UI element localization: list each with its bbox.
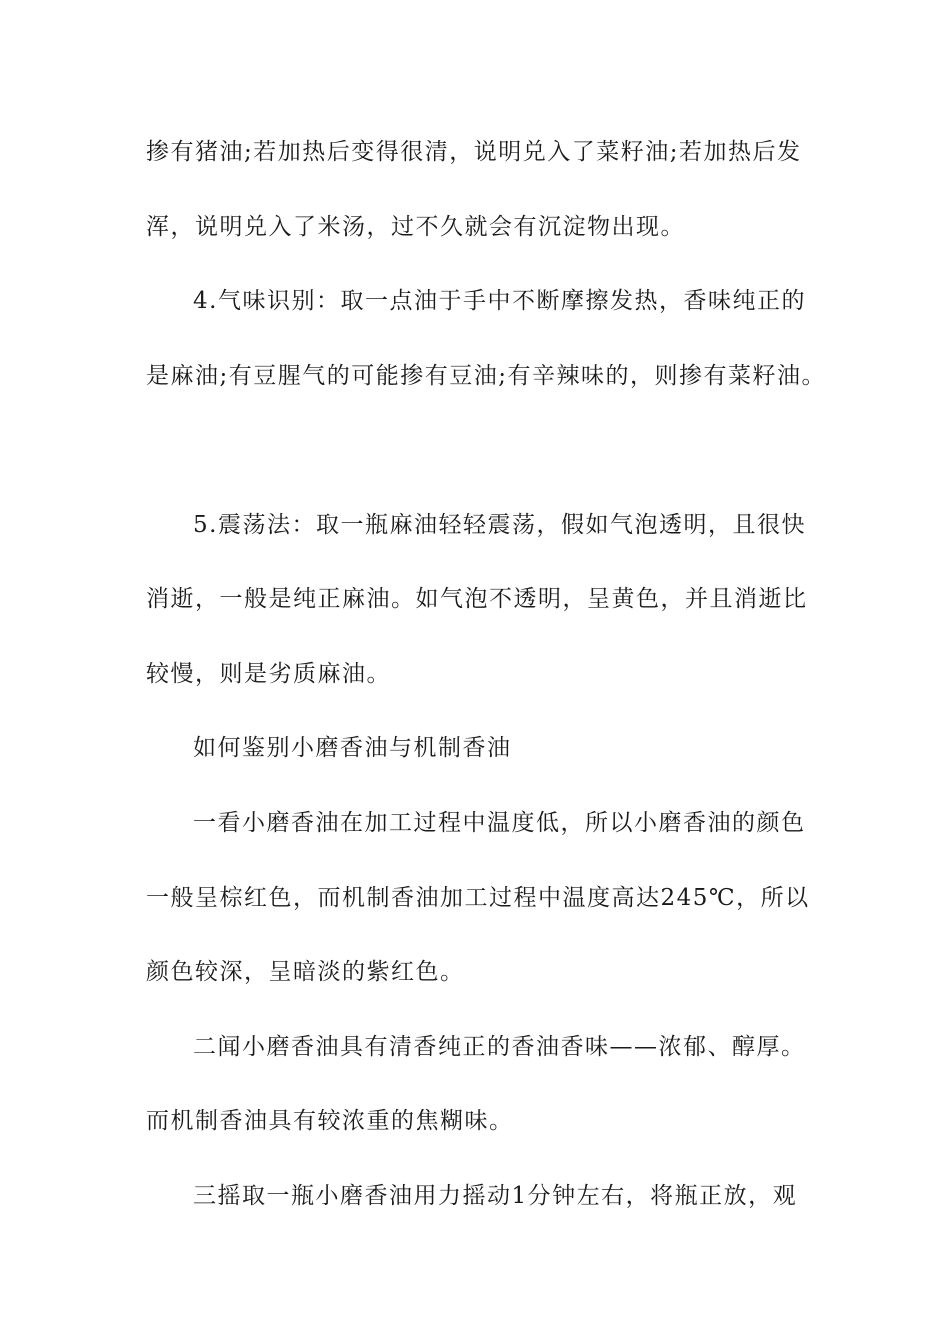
section-heading: 如何鉴别小磨香油与机制香油 (193, 735, 512, 761)
paragraph-line: 消逝，一般是纯正麻油。如气泡不透明，呈黄色，并且消逝比 (146, 586, 808, 612)
paragraph-line: 一看小磨香油在加工过程中温度低，所以小磨香油的颜色 (193, 810, 806, 836)
paragraph-line: 较慢，则是劣质麻油。 (146, 661, 391, 687)
paragraph-line: 5.震荡法：取一瓶麻油轻轻震荡，假如气泡透明，且很快 (193, 512, 806, 538)
paragraph-line: 颜色较深，呈暗淡的紫红色。 (146, 959, 465, 985)
paragraph-line: 二闻小磨香油具有清香纯正的香油香味——浓郁、醇厚。 (193, 1034, 806, 1060)
paragraph-line: 三摇取一瓶小磨香油用力摇动1分钟左右，将瓶正放，观 (193, 1183, 798, 1209)
paragraph-line: 4.气味识别：取一点油于手中不断摩擦发热，香味纯正的 (193, 288, 806, 314)
paragraph-line: 掺有猪油;若加热后变得很清，说明兑入了菜籽油;若加热后发 (146, 139, 802, 165)
paragraph-line: 一般呈棕红色，而机制香油加工过程中温度高达245℃，所以 (146, 885, 810, 911)
paragraph-line: 浑，说明兑入了米汤，过不久就会有沉淀物出现。 (146, 214, 685, 240)
paragraph-line: 是麻油;有豆腥气的可能掺有豆油;有辛辣味的，则掺有菜籽油。 (146, 363, 826, 389)
paragraph-line: 而机制香油具有较浓重的焦糊味。 (146, 1108, 514, 1134)
